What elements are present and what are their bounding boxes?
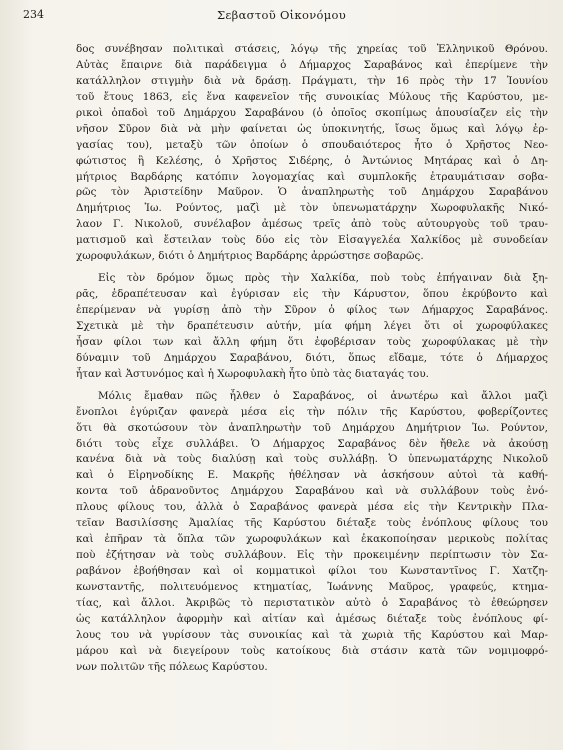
text-line: λους του νὰ γυρίσουν τὰς συνοικίας καὶ τὰ χωριὰ τῆς Καρύστου καὶ Μαρ- <box>76 628 548 641</box>
text-line: τοῦ ἔτους 1863, εἰς ἕνα καφενεῖον τῆς συνοικίας Μύλους τῆς Καρύστου, με- <box>76 90 548 103</box>
text-line: γασίας του), μεταξὺ τῶν ὁποίων ὁ σπουδαιότερος ἦτο ὁ Χρῆστος Νεο- <box>76 138 548 151</box>
text-line: τεῖαν Βασιλίσσης Ἀμαλίας τῆς Καρύστου διέταξε τοὺς ἐνόπλους φίλους του <box>76 517 548 530</box>
body-text <box>76 42 548 676</box>
text-line: δος συνέβησαν πολιτικαὶ στάσεις, λόγῳ τῆς χηρείας τοῦ Ἑλληνικοῦ Θρόνου. <box>76 43 548 55</box>
text-line: κανένα διὰ νὰ τοὺς διαλύσῃ καὶ τοὺς συλλάβῃ. Ὁ ὑπενωματάρχης Νικολοῦ <box>76 453 548 466</box>
text-line: νων πολιτῶν τῆς πόλεως Καρύστου. <box>76 660 268 673</box>
text-line: Σχετικὰ μὲ τὴν δραπέτευσιν αὐτήν, μία φήμη λέγει ὅτι οἱ χωροφύλακες <box>76 319 548 332</box>
text-line: κατάλληλον στιγμὴν διὰ νὰ δράσῃ. Πράγματι, τὴν 16 πρὸς τὴν 17 Ἰουνίου <box>76 74 548 87</box>
text-line: ἔνοπλοι ἐγύριζαν φανερὰ μέσα εἰς τὴν πόλιν τῆς Καρύστου, φοβερίζοντες <box>76 405 548 418</box>
text-line: δύναμιν τοῦ Δημάρχου Σαραβάνου, διότι, ὅπως εἴδαμε, τότε ὁ Δήμαρχος <box>76 351 548 364</box>
text-line: Δημήτριος Ἰω. Ρούντος, μαζὶ μὲ τὸν ὑπενωματάρχην Χωροφυλακῆς Νικό- <box>76 202 548 215</box>
text-line: Αὐτὰς ἔπαιρνε διὰ παράδειγμα ὁ Δήμαρχος Σαραβάνος καὶ ἐπερίμενε τὴν <box>76 58 548 71</box>
text-line: ματισμοῦ καὶ ἔστειλαν τοὺς δύο εἰς τὸν Εἰσαγγελέα Χαλκίδος μὲ συνοδείαν <box>76 234 548 247</box>
paragraph <box>76 389 548 676</box>
text-line: μάρου καὶ νὰ διεγείρουν τοὺς κατοίκους διὰ στάσιν κατὰ τῶν νομιμοφρό- <box>76 644 548 657</box>
page-header <box>0 8 563 30</box>
text-line: διότι τοὺς εἶχε συλλάβει. Ὁ Δήμαρχος Σαραβάνος δὲν ἤθελε νὰ ἀκούσῃ <box>76 437 548 450</box>
running-head: Σεβαστοῦ Οἰκονόμου <box>216 8 347 22</box>
text-line: ἦταν καὶ Ἀστυνόμος καὶ ἡ Χωροφυλακὴ ἦτο ὑπὸ τὰς διαταγάς του. <box>76 367 429 380</box>
text-line: ρικοὶ ὀπαδοὶ τοῦ Δημάρχου Σαραβάνου (ὁ ὁποῖος σκοπίμως ἀπουσίαζεν εἰς τὴν <box>76 106 548 119</box>
text-line: ὡς κατάλληλον ἀφορμὴν καὶ αἰτίαν καὶ ἀμέσως διέταξε τοὺς ἐνόπλους φί- <box>76 612 548 625</box>
text-line: ρᾶς, ἐδραπέτευσαν καὶ ἐγύρισαν εἰς τὴν Κάρυστον, ὅπου ἐκρύβοντο καὶ <box>76 288 548 301</box>
text-line: νῆσον Σῦρον διὰ νὰ μὴν φαίνεται ὡς ὑποκινητής, ἴσως ὅμως καὶ λόγῳ ἐρ- <box>76 122 548 135</box>
text-line: πλους φίλους του, ἀλλὰ ὁ Σαραβάνος φανερὰ μέσα εἰς τὴν Κεντρικὴν Πλα- <box>76 501 548 514</box>
text-line: ποὺ ἐζήτησαν νὰ τοὺς συλλάβουν. Εἰς τὴν προκειμένην περίπτωσιν τὸν Σα- <box>76 549 548 562</box>
text-line: καὶ ὁ Εἰρηνοδίκης Ε. Μακρῆς ἠθέλησαν νὰ ἀσκήσουν αὐτοὶ τὰ καθή- <box>76 469 548 482</box>
page-number: 234 <box>23 8 44 21</box>
text-line: Μόλις ἔμαθαν πῶς ἦλθεν ὁ Σαραβάνος, οἱ ἀνωτέρω καὶ ἄλλοι μαζὶ <box>98 389 548 402</box>
paragraph <box>76 271 548 383</box>
paragraph <box>76 42 548 265</box>
text-line: ἐπερίμεναν νὰ γυρίσῃ ἀπὸ τὴν Σῦρον ὁ φίλος των Δήμαρχος Σαραβάνος. <box>76 304 548 316</box>
text-line: ρῶς τὸν Ἀριστείδην Μαῦρον. Ὁ ἀναπληρωτὴς τοῦ Δημάρχου Σαραβάνου <box>76 186 548 199</box>
text-line: κοντα τοῦ ἀδρανοῦντος Δημάρχου Σαραβάνου καὶ νὰ συλλάβουν τοὺς ἐνό- <box>76 485 548 498</box>
text-line: τίας, καὶ ἄλλοι. Ἀκριβῶς τὸ περιστατικὸν αὐτὸ ὁ Σαραβάνος τὸ ἐθεώρησεν <box>76 596 548 609</box>
text-line: φώτιστος ἢ Κελέσης, ὁ Χρῆστος Σιδέρης, ὁ Ἀντώνιος Μητάρας καὶ ὁ Δη- <box>76 154 548 167</box>
text-line: καὶ ἐπῆραν τὰ ὅπλα τῶν χωροφυλάκων καὶ ἐκακοποίησαν μερικοὺς πολίτας <box>76 533 548 546</box>
text-line: λαον Γ. Νικολοῦ, συνέλαβον ἀμέσως τρεῖς ἀπὸ τοὺς αὐτουργοὺς τοῦ τραυ- <box>76 218 548 231</box>
text-line: Εἰς τὸν δρόμον ὅμως πρὸς τὴν Χαλκίδα, ποὺ τοὺς ἐπήγαιναν διὰ ξη- <box>98 272 548 285</box>
text-line: ραβάνον ἐβοήθησαν καὶ οἱ κομματικοὶ φίλοι του Κωνσταντῖνος Γ. Χατζη- <box>76 565 548 577</box>
text-line: κωνσταντῆς, πολιτευόμενος κτηματίας, Ἰωάννης Μαῦρος, γραφεύς, κτημα- <box>76 580 548 593</box>
text-line: ἦσαν φίλοι των καὶ ἄλλη φήμη ὅτι ἐφοβέρισαν τοὺς χωροφύλακας μὲ τὴν <box>76 335 548 348</box>
text-line: χωροφυλάκων, διότι ὁ Δημήτριος Βαρδάρης ἀρρώστησε σοβαρῶς. <box>76 250 424 263</box>
text-line: ὅτι θὰ σκοτώσουν τὸν ἀναπληρωτὴν τοῦ Δημάρχου Δημήτριον Ἰω. Ρούντον, <box>76 421 548 434</box>
text-line: μήτριος Βαρδάρης κατόπιν λογομαχίας καὶ συμπλοκῆς ἐτραυμάτισαν σοβα- <box>76 170 548 183</box>
